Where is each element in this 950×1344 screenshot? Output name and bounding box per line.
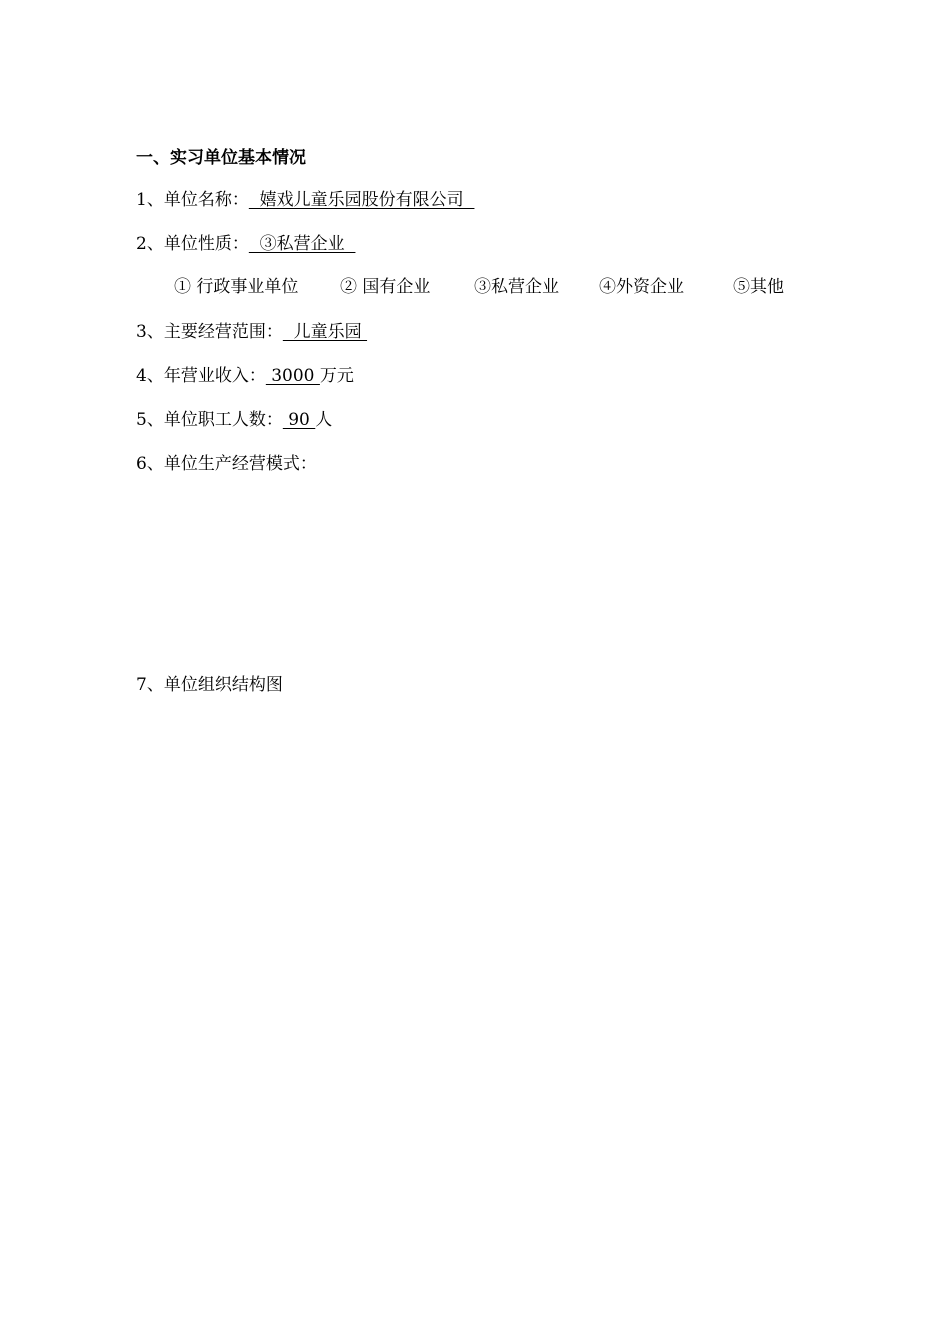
field-org-chart bbox=[136, 674, 283, 696]
field-label: 2、单位性质： bbox=[136, 234, 249, 254]
option-item: ① 行政事业单位 bbox=[174, 277, 299, 297]
field-value: 嬉戏儿童乐园股份有限公司 bbox=[248, 190, 475, 210]
field-unit: 万元 bbox=[319, 366, 354, 386]
section-title: 一、实习单位基本情况 bbox=[136, 148, 306, 168]
field-value: ③私营企业 bbox=[248, 234, 356, 254]
option-item: ② 国有企业 bbox=[340, 277, 431, 297]
field-label: 6、单位生产经营模式： bbox=[136, 454, 317, 474]
field-business-scope bbox=[136, 321, 367, 343]
field-label: 4、年营业收入： bbox=[136, 366, 266, 386]
field-annual-revenue bbox=[136, 365, 354, 387]
field-value: 90 bbox=[282, 410, 316, 430]
field-label: 1、单位名称： bbox=[136, 190, 249, 210]
field-label: 7、单位组织结构图 bbox=[136, 675, 283, 695]
field-label: 5、单位职工人数： bbox=[136, 410, 283, 430]
field-label: 3、主要经营范围： bbox=[136, 322, 283, 342]
field-value: 儿童乐园 bbox=[282, 322, 368, 342]
field-company-nature bbox=[136, 233, 355, 255]
option-item: ③私营企业 bbox=[474, 277, 559, 297]
field-value: 3000 bbox=[265, 366, 320, 386]
field-company-name bbox=[136, 189, 474, 211]
field-staff-count bbox=[136, 409, 332, 431]
field-business-mode bbox=[136, 453, 317, 475]
field-unit: 人 bbox=[315, 410, 333, 430]
option-item: ⑤其他 bbox=[733, 277, 784, 297]
option-item: ④外资企业 bbox=[599, 277, 684, 297]
